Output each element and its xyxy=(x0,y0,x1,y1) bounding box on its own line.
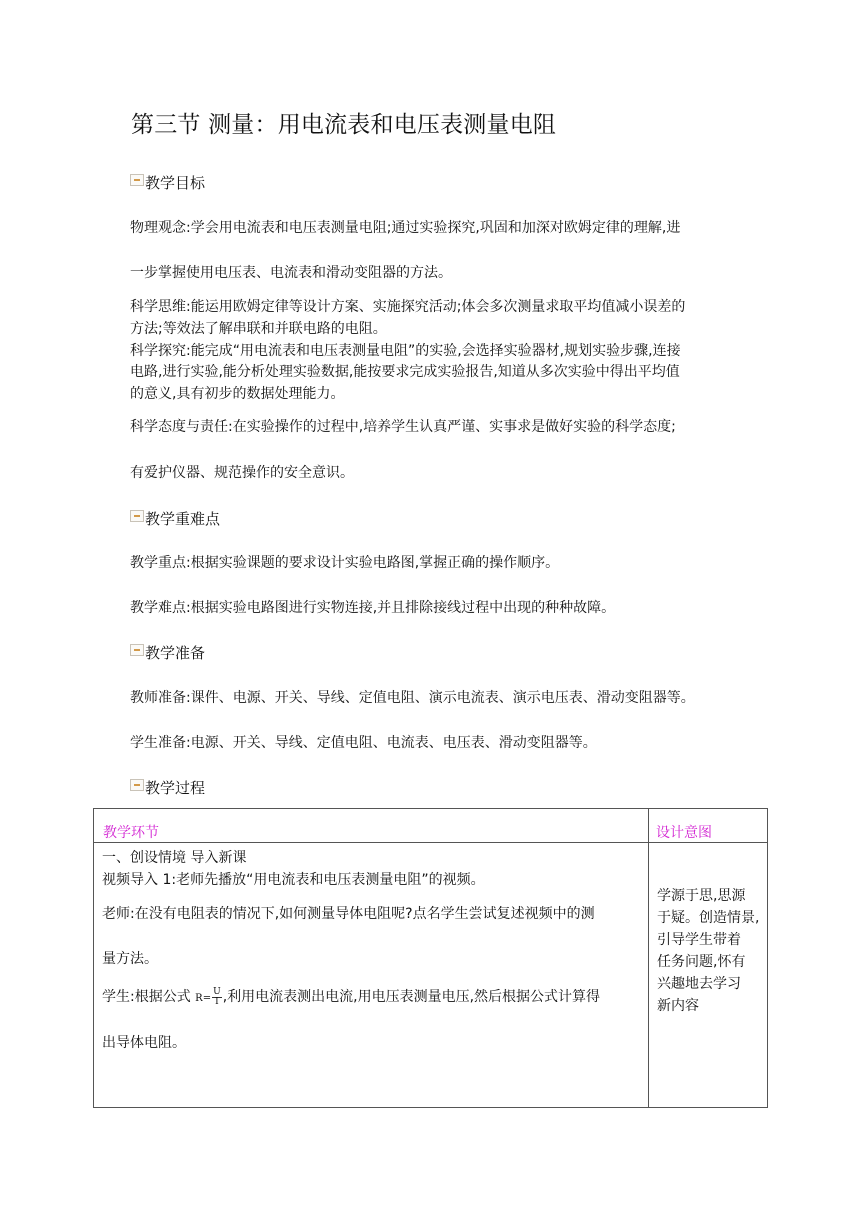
formula-fraction xyxy=(212,988,222,1007)
paragraph-line: 科学态度与责任:在实验操作的过程中,培养学生认真严谨、实事求是做好实验的科学态度; xyxy=(130,419,676,435)
section-heading-key-points xyxy=(130,508,220,529)
teaching-focus: 教学重点:根据实验课题的要求设计实验电路图,掌握正确的操作顺序。 xyxy=(130,555,560,571)
teacher-preparation: 教师准备:课件、电源、开关、导线、定值电阻、演示电流表、演示电压表、滑动变阻器等。 xyxy=(130,690,695,706)
paragraph-line: 科学探究:能完成“用电流表和电压表测量电阻”的实验,会选择实验器材,规划实验步骤,连接 xyxy=(130,343,681,359)
intent-line: 任务问题,怀有 xyxy=(657,954,746,970)
section-heading-label: 教学重难点 xyxy=(145,510,221,528)
intent-line: 兴趣地去学习 xyxy=(657,976,741,992)
section-heading-label: 教学目标 xyxy=(145,174,206,192)
student-line xyxy=(102,986,600,1007)
teacher-line-continued: 量方法。 xyxy=(102,951,158,967)
page-title: 第三节 测量：用电流表和电压表测量电阻 xyxy=(131,112,557,138)
formula-r: R= xyxy=(195,993,212,1004)
image-placeholder-icon xyxy=(130,174,144,186)
intent-line: 新内容 xyxy=(657,998,699,1014)
paragraph-line: 科学思维:能运用欧姆定律等设计方案、实施探究活动;体会多次测量求取平均值减小误差的 xyxy=(130,299,686,315)
stage-content-cell xyxy=(94,843,649,1108)
intent-line: 引导学生带着 xyxy=(657,932,741,948)
image-placeholder-icon xyxy=(130,510,144,522)
header-teaching-stage: 教学环节 xyxy=(94,809,649,843)
formula-denominator: I xyxy=(215,996,219,1007)
image-placeholder-icon xyxy=(130,779,144,791)
table-header-row xyxy=(94,809,768,843)
section-heading-label: 教学过程 xyxy=(145,779,206,797)
table-row xyxy=(94,843,768,1108)
student-preparation: 学生准备:电源、开关、导线、定值电阻、电流表、电压表、滑动变阻器等。 xyxy=(130,735,597,751)
paragraph-line: 一步掌握使用电压表、电流表和滑动变阻器的方法。 xyxy=(130,265,452,281)
design-intent-cell xyxy=(649,843,768,1108)
stage-heading: 一、创设情境 导入新课 xyxy=(102,850,247,866)
intent-line: 于疑。创造情景, xyxy=(657,910,760,926)
student-line-prefix: 学生:根据公式 xyxy=(102,989,196,1005)
paragraph-line: 物理观念:学会用电流表和电压表测量电阻;通过实验探究,巩固和加深对欧姆定律的理解,进 xyxy=(130,220,681,236)
section-heading-label: 教学准备 xyxy=(145,644,206,662)
paragraph-line: 的意义,具有初步的数据处理能力。 xyxy=(130,386,345,402)
teacher-line: 老师:在没有电阻表的情况下,如何测量导体电阻呢?点名学生尝试复述视频中的测 xyxy=(102,906,595,922)
image-placeholder-icon xyxy=(130,644,144,656)
paragraph-line: 方法;等效法了解串联和并联电路的电阻。 xyxy=(130,321,387,337)
student-line-suffix: ,利用电流表测出电流,用电压表测量电压,然后根据公式计算得 xyxy=(222,989,601,1005)
section-heading-preparation xyxy=(130,642,205,663)
teaching-process-table xyxy=(93,808,768,1108)
section-heading-goals xyxy=(130,172,205,193)
header-design-intent: 设计意图 xyxy=(649,809,768,843)
formula-numerator: U xyxy=(213,986,221,997)
student-line-continued: 出导体电阻。 xyxy=(102,1035,186,1051)
paragraph-line: 电路,进行实验,能分析处理实验数据,能按要求完成实验报告,知道从多次实验中得出平均值 xyxy=(130,364,680,380)
section-heading-process xyxy=(130,777,205,798)
video-intro-line: 视频导入 1:老师先播放“用电流表和电压表测量电阻”的视频。 xyxy=(102,872,485,888)
paragraph-line: 有爱护仪器、规范操作的安全意识。 xyxy=(130,465,354,481)
intent-line: 学源于思,思源 xyxy=(657,888,746,904)
teaching-difficulty: 教学难点:根据实验电路图进行实物连接,并且排除接线过程中出现的种种故障。 xyxy=(130,600,616,616)
